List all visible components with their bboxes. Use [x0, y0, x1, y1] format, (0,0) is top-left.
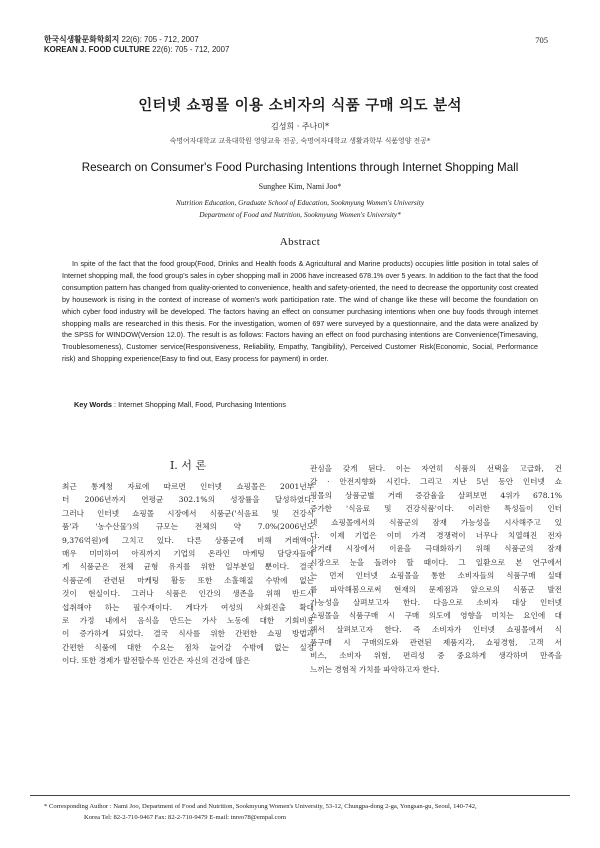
body-line: 터 2006년까지 연평균 302.1%의 성장률을 달성하였다.: [62, 495, 314, 505]
body-line: 가능성을 살펴보고자 한다. 다음으로 소비자 대상 인터넷: [310, 597, 562, 607]
body-line: 넷 쇼핑몰에서의 식품군의 잠재 가능성을 시사해주고 있: [310, 517, 562, 527]
korean-affiliation: 숙명여자대학교 교육대학원 영양교육 전공, 숙명여자대학교 생활과학부 식품영양 전공*: [169, 137, 431, 145]
body-line: 간편한 식품에 대한 수요는 점차 늘어갈 수밖에 없는 실정: [62, 642, 314, 652]
korean-title: 인터넷 쇼핑몰 이용 소비자의 식품 구매 의도 분석: [138, 97, 462, 114]
body-line: 상거래 시장에서 이윤을 극대화하기 위해 식품군의 잠재: [310, 544, 562, 554]
body-line: 이다. 또한 경제가 발전할수록 인간은 자신의 건강에 많은: [62, 656, 251, 666]
body-line: 것이 현실이다. 그러나 식품은 인간의 생존을 위해 반드시: [62, 589, 314, 599]
body-line: 게 식품군은 전체 균형 유지를 위한 일부분일 뿐이다. 결국: [62, 562, 314, 572]
english-affiliation-2: Department of Food and Nutrition, Sookmyung Women's University*: [199, 210, 401, 219]
body-line: 비스, 소비자 위험, 편리성 중 중요하게 생각하며 만족을: [310, 651, 562, 661]
english-authors: Sunghee Kim, Nami Joo*: [258, 182, 342, 191]
body-line: 를 파악해봄으로써 현재의 문제점과 앞으로의 식품군 발전: [310, 584, 562, 594]
body-line: 느끼는 경험적 가치를 파악하고자 한다.: [310, 664, 440, 674]
body-right-column: [310, 462, 562, 676]
section-heading: Ⅰ. 서 론: [169, 459, 207, 472]
body-line: 쇼핑몰을 식품구매 시 구매 의도에 영향을 미치는 요인에 대: [310, 611, 562, 621]
keywords-list: : Internet Shopping Mall, Food, Purchasing Intentions: [111, 400, 286, 409]
footnote-rule: [30, 795, 570, 796]
footnote-line-1: * Corresponding Author : Nami Joo, Department of Food and Nutrition, Sookmyung Women's University, 53-12, Chungpa-dong 2-ga, Yongsan-gu, Seoul, 140-742,: [44, 803, 477, 810]
body-line: 는 먼저 인터넷 쇼핑몰을 통한 소비자들의 식품구매 실태: [310, 571, 562, 581]
english-title: Research on Consumer's Food Purchasing Intentions through Internet Shopping Mall: [81, 161, 519, 174]
body-line: 식품군에 관련된 마케팅 활동 또한 소홀해질 수밖에 없는: [62, 575, 314, 585]
korean-authors: 김성희 · 주나미*: [271, 122, 329, 131]
body-left-column: [62, 480, 314, 667]
abstract-heading: Abstract: [279, 236, 321, 248]
body-line: 품구매 시 구매의도와 관련된 제품지각, 쇼핑경험, 고객 서: [310, 638, 562, 648]
body-line: 핑몰의 상품군별 거래 증감율을 살펴보면 4위가 678.1%: [310, 490, 562, 500]
journal-line-en: KOREAN J. FOOD CULTURE 22(6): 705 - 712, 2007: [44, 45, 230, 54]
footnote: [44, 801, 564, 823]
body-line: 매우 미미하여 아직까지 기업의 온라인 마케팅 담당자들에: [62, 548, 314, 558]
keywords: [74, 400, 286, 409]
body-line: 관심을 갖게 된다. 이는 자연히 식품의 선택을 고급화, 건: [310, 464, 562, 473]
body-line: 품'과 '농수산물')의 규모는 전체의 약 7.0%(2006년도: [62, 522, 314, 532]
body-line: 증가한 '식음료 및 건강식품'이다. 이러한 특성들이 인터: [310, 504, 562, 514]
body-line: 다. 이제 기업은 이미 가격 경쟁력이 너무나 치열해진 전자: [310, 530, 562, 540]
journal-line-kr: 한국식생활문화학회지 22(6): 705 - 712, 2007: [44, 35, 199, 44]
journal-volume-en: 22(6): 705 - 712, 2007: [152, 45, 230, 54]
keywords-label: Key Words: [74, 400, 112, 409]
body-line: 강 · 안전지향화 시킨다. 그리고 지난 5년 동안 인터넷 쇼: [310, 477, 562, 487]
body-line: 그러나 인터넷 쇼핑몰 시장에서 식품군('식음료 및 건강식: [62, 508, 314, 518]
body-line: 섭취해야 하는 필수재이다. 게다가 여성의 사회진출 확대: [62, 602, 314, 612]
abstract-text: In spite of the fact that the food group(Food, Drinks and Health foods & Agricultural and Marine products) occupies little position in total sales of Internet shopping mall, the food group's sales in cyber shopping mall in 2006 have increased 678.1% over 5 years. In addition to the fact that the food consumption pattern has changed from quality-oriented to convenience, health and safety-oriented, the need to decrease the opportunity cost created by housework is rising in the context of increase of women's work participation rate. The wind of change like these will become the foundation on which cyber food industry will be developed. The factors having an effect on consumer purchasing intentions when one buy foods through internet shopping malls are researched in this thesis. For the investigation, women of 697 were surveyed by a questionnaire, and the data were analized by the SPSS for WINDOW(Version 12.0). The result is as follows: Factors having an effect on food purchasing intentions are Convenience(Timesaving, Troublesomeness), Customer service(Responsiveness, Reliability, Empathy, Tangibility), Perceived Customer Risk(Economic, Social, Performance risk) and Shopping experience(Easy to find out, Easy process for payment) in order.: [62, 259, 538, 364]
body-line: 9,376억원)에 그치고 있다. 다른 상품군에 비해 거래액이: [62, 535, 314, 545]
running-header: [44, 35, 229, 55]
footnote-line-2: Korea Tel: 82-2-710-9467 Fax: 82-2-710-9479 E-mail: tnreo78@empal.com: [84, 814, 286, 821]
body-line: 해서 살펴보고자 한다. 즉 소비자가 인터넷 쇼핑몰에서 식: [310, 624, 562, 634]
english-affiliation-1: Nutrition Education, Graduate School of Education, Sookmyung Women's University: [175, 198, 425, 207]
body-line: 이 증가하게 되었다. 결국 식사를 위한 간편한 쇼핑 방법과: [62, 629, 314, 639]
body-line: 최근 통계청 자료에 따르면 인터넷 쇼핑몰은 2001년부: [62, 482, 314, 491]
body-line: 로 가정 내에서 음식을 만드는 가사 노동에 대한 기회비용: [62, 615, 314, 625]
page-number: 705: [535, 35, 548, 45]
body-line: 시장으로 눈을 돌려야 할 때이다. 그 일환으로 본 연구에서: [310, 557, 562, 567]
